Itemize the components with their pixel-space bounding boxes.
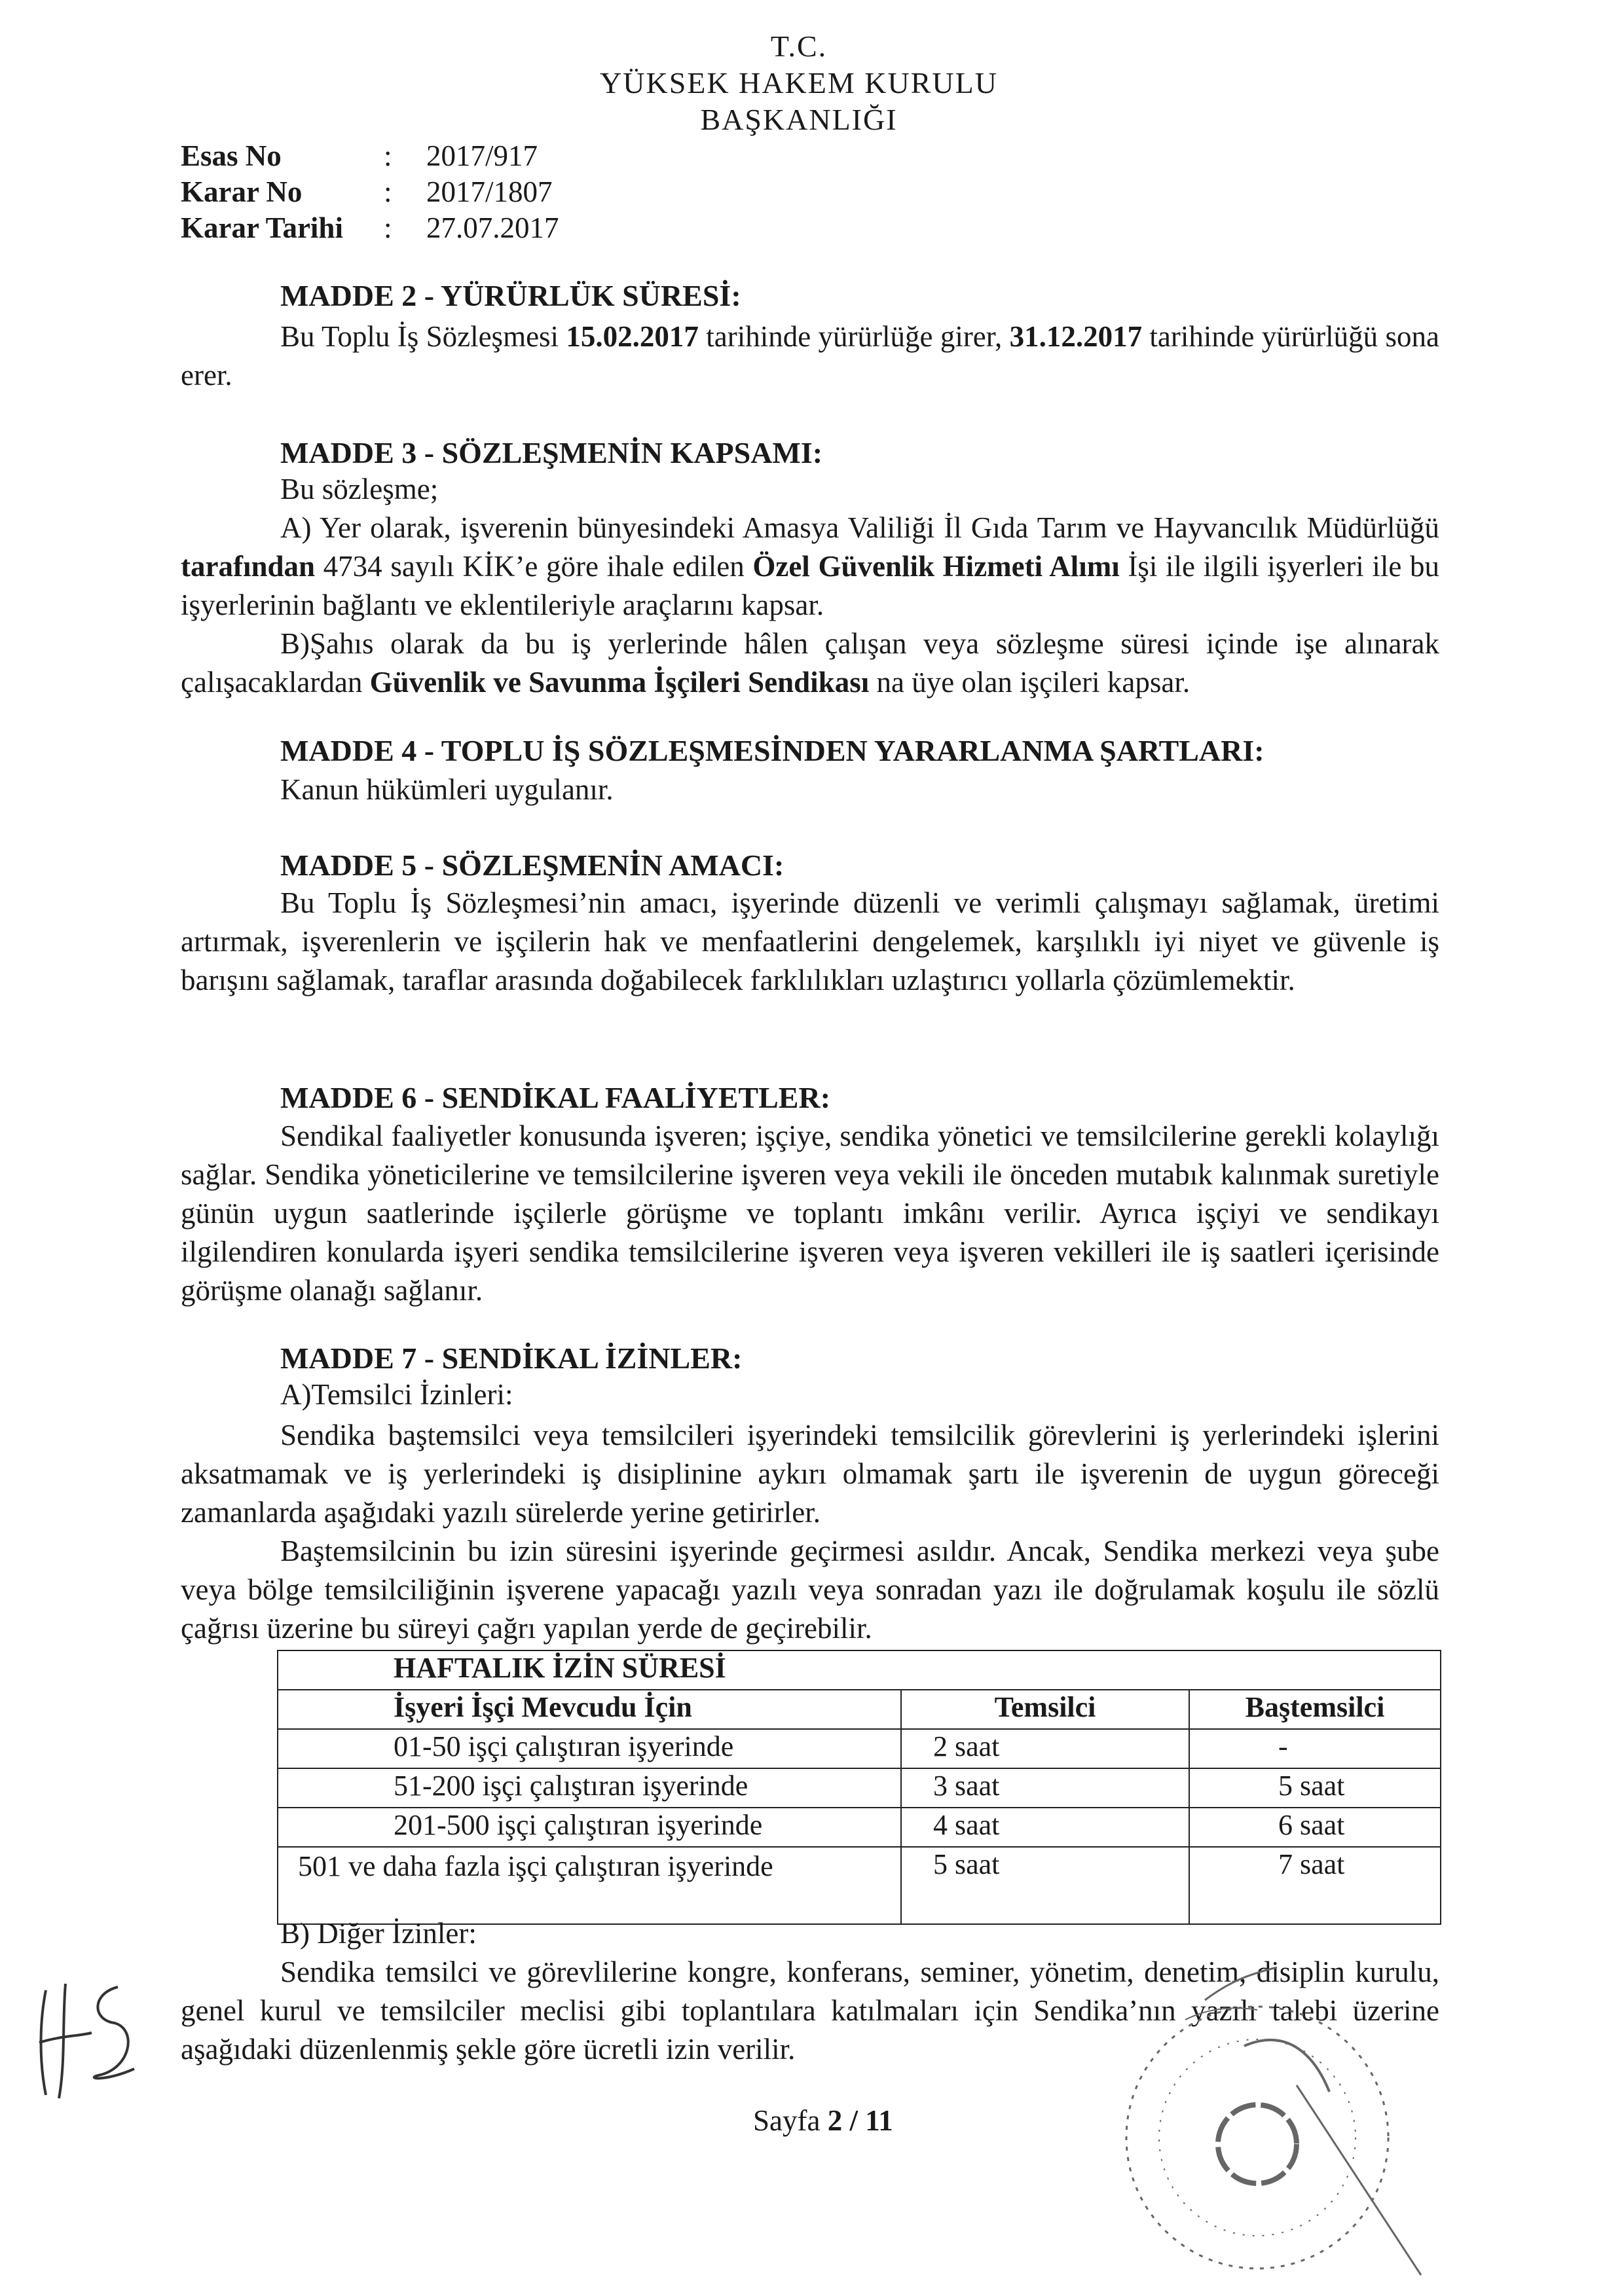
table-cell: 7 saat: [1189, 1847, 1441, 1924]
madde7-sub-b: B) Diğer İzinler:: [280, 1917, 477, 1950]
meta-key: Esas No: [181, 139, 282, 172]
handwritten-initials: [20, 1971, 151, 2102]
meta-tarih: [181, 211, 639, 251]
madde3-title: MADDE 3 - SÖZLEŞMENİN KAPSAMI:: [280, 436, 823, 469]
table-header: İşyeri İşçi Mevcudu İçin: [278, 1690, 901, 1729]
madde6-text: Sendikal faaliyetler konusunda işveren; işçiye, sendika yönetici ve temsilcilerine gerekli kolaylığı sağlar. Sendika yöneticilerine ve temsilcilerine işveren veya vekili ile önceden mutabık kalınmak suretiyle günün uygun saatlerinde işçilerle görüşme ve toplantı imkânı verilir. Ayrıca işçiyi ve sendikayı ilgilendiren konularda işyeri sendika temsilcilerine işveren veya işveren vekilleri ile iş saatleri içerisinde görüşme olanağı sağlanır.: [181, 1120, 1439, 1307]
madde5-title: MADDE 5 - SÖZLEŞMENİN AMACI:: [280, 848, 784, 882]
round-stamp: [1080, 1961, 1447, 2288]
table-row: [278, 1729, 1441, 1768]
meta-colon: :: [384, 175, 392, 208]
table-cell: 4 saat: [901, 1808, 1189, 1847]
table-cell: 501 ve daha fazla işçi çalıştıran işyerinde: [278, 1847, 901, 1924]
table-cell: 5 saat: [901, 1847, 1189, 1924]
table-cell: 01-50 işçi çalıştıran işyerinde: [278, 1729, 901, 1768]
table-row: [278, 1808, 1441, 1847]
table-cell: 51-200 işçi çalıştıran işyerinde: [278, 1768, 901, 1808]
madde6-title: MADDE 6 - SENDİKAL FAALİYETLER:: [280, 1081, 831, 1114]
meta-value: 27.07.2017: [426, 211, 559, 244]
madde7-title: MADDE 7 - SENDİKAL İZİNLER:: [280, 1341, 743, 1375]
table-header: Baştemsilci: [1189, 1690, 1441, 1729]
madde3-b: B)Şahıs olarak da bu iş yerlerinde hâlen çalışan veya sözleşme süresi içinde işe alınarak çalışacaklardan Güvenlik ve Savunma İşçileri Sendikası na üye olan işçileri kapsar.: [181, 627, 1439, 699]
table-row: [278, 1768, 1441, 1808]
madde7-p2: Baştemsilcinin bu izin süresini işyerinde geçirmesi asıldır. Ancak, Sendika merkezi veya şube veya bölge temsilciliğinin işverene yapacağı yazılı veya sonradan yazı ile doğrulamak koşulu ile sözlü çağrısı üzerine bu süreyi çağrı yapılan yerde de geçirebilir.: [181, 1535, 1439, 1645]
madde4-title: MADDE 4 - TOPLU İŞ SÖZLEŞMESİNDEN YARARLANMA ŞARTLARI:: [280, 734, 1264, 767]
page-number: Sayfa 2 / 11: [753, 2104, 893, 2137]
meta-value: 2017/1807: [426, 175, 553, 208]
madde2-title: MADDE 2 - YÜRÜRLÜK SÜRESİ:: [280, 279, 741, 312]
meta-esas: [181, 139, 639, 179]
table-title-row: [278, 1650, 1441, 1690]
table-cell: 3 saat: [901, 1768, 1189, 1808]
meta-value: 2017/917: [426, 139, 538, 172]
madde3-intro: Bu sözleşme;: [280, 473, 439, 505]
izin-table: [277, 1650, 1441, 1925]
madde7-p1: Sendika baştemsilci veya temsilcileri işyerindeki temsilcilik görevlerini iş yerlerindeki işlerini aksatmamak ve iş yerlerindeki iş disiplinine aykırı olmamak şartı ile işverenin de uygun göreceği zamanlarda aşağıdaki yazılı sürelerde yerine getirirler.: [181, 1419, 1439, 1529]
madde4-text: Kanun hükümleri uygulanır.: [280, 773, 614, 806]
header-dept: BAŞKANLIĞI: [700, 103, 898, 136]
table-row: [278, 1847, 1441, 1924]
table-header: Temsilci: [901, 1690, 1189, 1729]
table-header-row: [278, 1690, 1441, 1729]
table-cell: 2 saat: [901, 1729, 1189, 1768]
madde7-p3: Sendika temsilci ve görevlilerine kongre, konferans, seminer, yönetim, denetim, disiplin kurulu, genel kurul ve temsilciler meclisi gibi toplantılara katılmaları için Sendika’nın yazılı talebi üzerine aşağıdaki düzenlenmiş şekle göre ücretli izin verilir.: [181, 1956, 1439, 2066]
header-tc: T.C.: [770, 29, 828, 63]
header-org: YÜKSEK HAKEM KURULU: [600, 66, 998, 100]
meta-colon: :: [384, 139, 392, 172]
madde3-a: A) Yer olarak, işverenin bünyesindeki Amasya Valiliği İl Gıda Tarım ve Hayvancılık Müdürlüğü tarafından 4734 sayılı KİK’e göre ihale edilen Özel Güvenlik Hizmeti Alımı İşi ile ilgili işyerleri ile bu işyerlerinin bağlantı ve eklentileriyle araçlarını kapsar.: [181, 511, 1440, 621]
madde7-sub-a: A)Temsilci İzinleri:: [280, 1378, 513, 1411]
meta-key: Karar No: [181, 175, 303, 208]
meta-karar: [181, 175, 639, 215]
madde2-text: Bu Toplu İş Sözleşmesi 15.02.2017 tarihinde yürürlüğe girer, 31.12.2017 tarihinde yürürlüğü sona erer.: [181, 320, 1439, 392]
table-title: HAFTALIK İZİN SÜRESİ: [278, 1650, 1441, 1690]
table-cell: 6 saat: [1189, 1808, 1441, 1847]
meta-key: Karar Tarihi: [181, 211, 343, 244]
madde5-text: Bu Toplu İş Sözleşmesi’nin amacı, işyerinde düzenli ve verimli çalışmayı sağlamak, üretimi artırmak, işverenlerin ve işçilerin hak ve menfaatlerini dengelemek, karşılıklı iyi niyet ve güvenle iş barışını sağlamak, taraflar arasında doğabilecek farklılıkları uzlaştırıcı yollarla çözümlemektir.: [181, 886, 1439, 996]
table-cell: -: [1189, 1729, 1441, 1768]
table-cell: 201-500 işçi çalıştıran işyerinde: [278, 1808, 901, 1847]
meta-colon: :: [384, 211, 392, 244]
table-cell: 5 saat: [1189, 1768, 1441, 1808]
